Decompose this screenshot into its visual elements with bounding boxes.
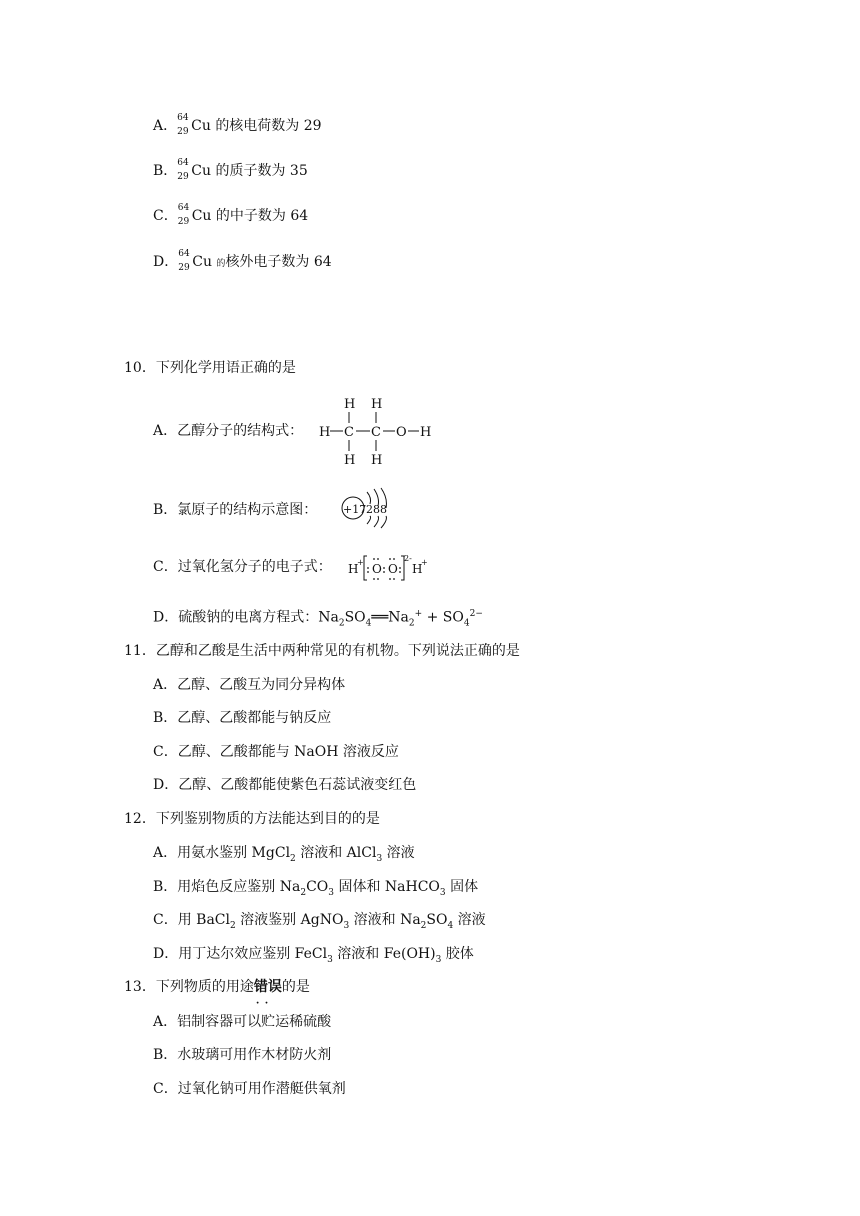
emphasis-error: 错误 · · bbox=[254, 979, 282, 995]
atom-h: H bbox=[371, 453, 383, 468]
charge-plus: + bbox=[357, 558, 364, 567]
nuclide-cu-64: 64 29 bbox=[178, 249, 190, 273]
charge-2-minus: 2- bbox=[404, 554, 412, 563]
charge-plus: + bbox=[421, 558, 428, 567]
q9-option-b: B． 64 29 Cu 的质子数为 35 bbox=[153, 158, 308, 182]
q13-option-a: A．铝制容器可以贮运稀硫酸 bbox=[153, 1014, 332, 1030]
q11-option-b: B．乙醇、乙酸都能与钠反应 bbox=[153, 710, 332, 726]
q12-stem: 12．下列鉴别物质的方法能达到目的的是 bbox=[124, 811, 380, 827]
atom-h: H bbox=[348, 562, 359, 576]
nuclide-cu-64: 64 29 bbox=[177, 203, 190, 227]
q13-option-c: C．过氧化钠可用作潜艇供氧剂 bbox=[153, 1081, 346, 1097]
q11-option-a: A．乙醇、乙酸互为同分异构体 bbox=[153, 677, 346, 693]
q10-option-b-label: B．氯原子的结构示意图： bbox=[153, 502, 318, 518]
chlorine-atom-diagram bbox=[338, 486, 398, 530]
atom-c: C bbox=[344, 425, 354, 440]
q12-option-b: B．用焰色反应鉴别 $Na_2CO_3$ 固体和 NaHCO$_3$ 固体 bbox=[153, 879, 479, 898]
q10-option-d: D．硫酸钠的电离方程式：$Na_2SO_4══Na_2^+ + SO_4^{2-}$ bbox=[153, 609, 483, 629]
ethanol-structural-formula bbox=[316, 394, 436, 470]
nucleus-charge: +17 bbox=[343, 503, 367, 516]
atom-h: H bbox=[344, 397, 356, 412]
atom-h: H bbox=[371, 397, 383, 412]
hydrogen-peroxide-electron-formula bbox=[346, 552, 436, 584]
atom-o: O bbox=[372, 562, 382, 576]
q9-option-c: C． 64 29 Cu 的中子数为 64 bbox=[153, 203, 309, 227]
q10-option-c-label: C．过氧化氢分子的电子式： bbox=[153, 559, 332, 575]
atom-h: H bbox=[344, 453, 356, 468]
q11-stem: 11．乙醇和乙酸是生活中两种常见的有机物。下列说法正确的是 bbox=[124, 643, 520, 659]
q11-option-d: D．乙醇、乙酸都能使紫色石蕊试液变红色 bbox=[153, 777, 417, 793]
nuclide-cu-64: 64 29 bbox=[177, 113, 189, 137]
q10-option-a-label: A．乙醇分子的结构式： bbox=[153, 423, 304, 439]
nuclide-cu-64: 64 29 bbox=[177, 158, 189, 182]
atom-h: H bbox=[319, 425, 331, 440]
q13-stem: 13．下列物质的用途错误 · ·的是 bbox=[124, 977, 310, 997]
q9-option-d: D． 64 29 Cu 的核外电子数为 64 bbox=[153, 249, 332, 273]
q10-stem: 10．下列化学用语正确的是 bbox=[124, 360, 296, 376]
electron-shells: 288 bbox=[366, 503, 387, 516]
q12-option-a: A．用氨水鉴别 MgCl$_2$ 溶液和 AlCl$_3$ 溶液 bbox=[153, 845, 415, 864]
atom-o: O bbox=[388, 562, 398, 576]
atom-h: H bbox=[412, 562, 423, 576]
q9-option-a: A． 64 29 Cu 的核电荷数为 29 bbox=[153, 113, 322, 137]
q11-option-c: C．乙醇、乙酸都能与 NaOH 溶液反应 bbox=[153, 744, 399, 760]
q13-option-b: B．水玻璃可用作木材防火剂 bbox=[153, 1047, 332, 1063]
atom-o: O bbox=[396, 425, 407, 440]
q12-option-d: D．用丁达尔效应鉴别 FeCl$_3$ 溶液和 $Fe(OH)_3$ 胶体 bbox=[153, 946, 474, 965]
atom-c: C bbox=[371, 425, 381, 440]
atom-h: H bbox=[420, 425, 432, 440]
q12-option-c: C．用 BaCl$_2$ 溶液鉴别 AgNO$_3$ 溶液和 $Na_2SO_4$ 溶液 bbox=[153, 912, 486, 931]
